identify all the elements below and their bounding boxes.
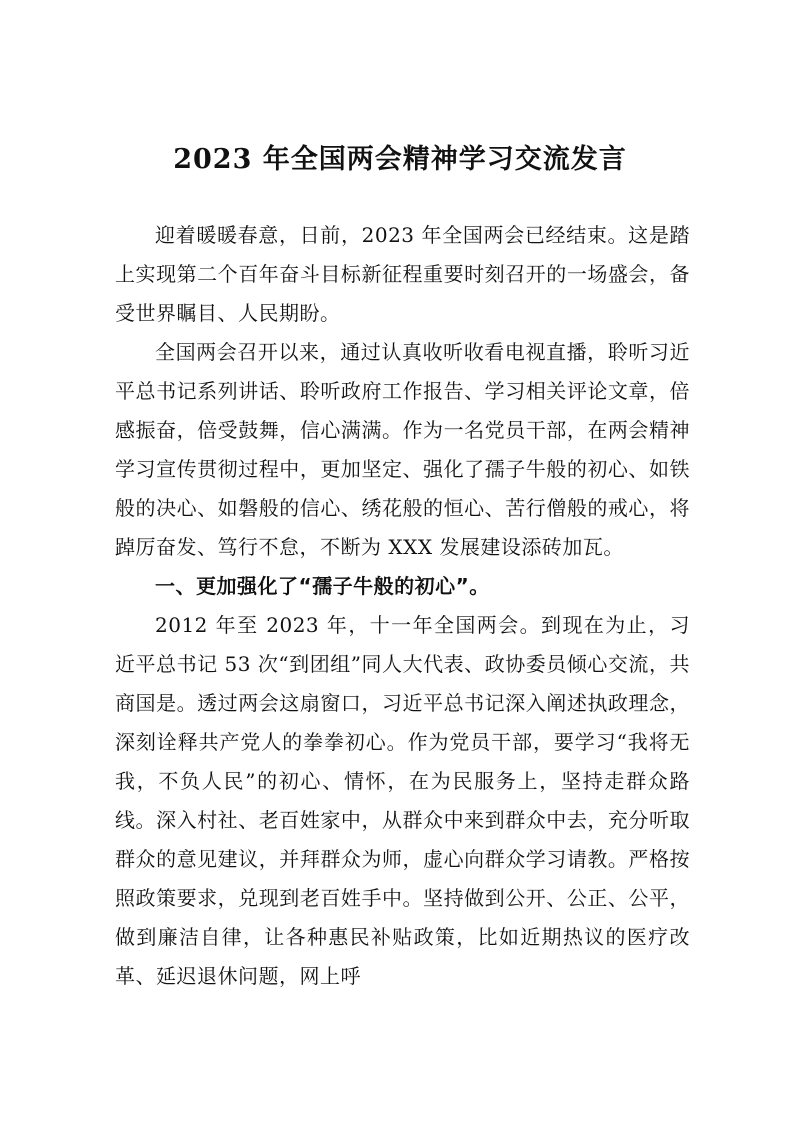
section-heading-1: 一、更加强化了“孺子牛般的初心”。 (155, 574, 490, 598)
document-title: 2023 年全国两会精神学习交流发言 (173, 144, 627, 175)
document-body (115, 216, 690, 996)
paragraph-summary: 全国两会召开以来，通过认真收听收看电视直播，聆听习近平总书记系列讲话、聆听政府工作报告、学习相关评论文章，倍感振奋，倍受鼓舞，信心满满。作为一名党员干部，在两会精神学习宣传贯彻过程中，更加坚定、强化了孺子牛般的初心、如铁般的决心、如磐般的信心、绣花般的恒心、苦行僧般的戒心，将踔厉奋发、笃行不怠，不断为 XXX 发展建设添砖加瓦。 (115, 340, 690, 559)
paragraph-intro: 迎着暖暖春意，日前，2023 年全国两会已经结束。这是踏上实现第二个百年奋斗目标新征程重要时刻召开的一场盛会，备受世界瞩目、人民期盼。 (115, 223, 690, 325)
paragraph-section-1: 2012 年至 2023 年，十一年全国两会。到现在为止，习近平总书记 53 次“到团组”同人大代表、政协委员倾心交流，共商国是。透过两会这扇窗口，习近平总书记深入阐述执政理念，深刻诠释共产党人的拳拳初心。作为党员干部，要学习“我将无我，不负人民”的初心、情怀，在为民服务上，坚持走群众路线。深入村社、老百姓家中，从群众中来到群众中去，充分听取群众的意见建议，并拜群众为师，虚心向群众学习请教。严格按照政策要求，兑现到老百姓手中。坚持做到公开、公正、公平，做到廉洁自律，让各种惠民补贴政策，比如近期热议的医疗改革、延迟退休问题，网上呼 (115, 613, 690, 988)
